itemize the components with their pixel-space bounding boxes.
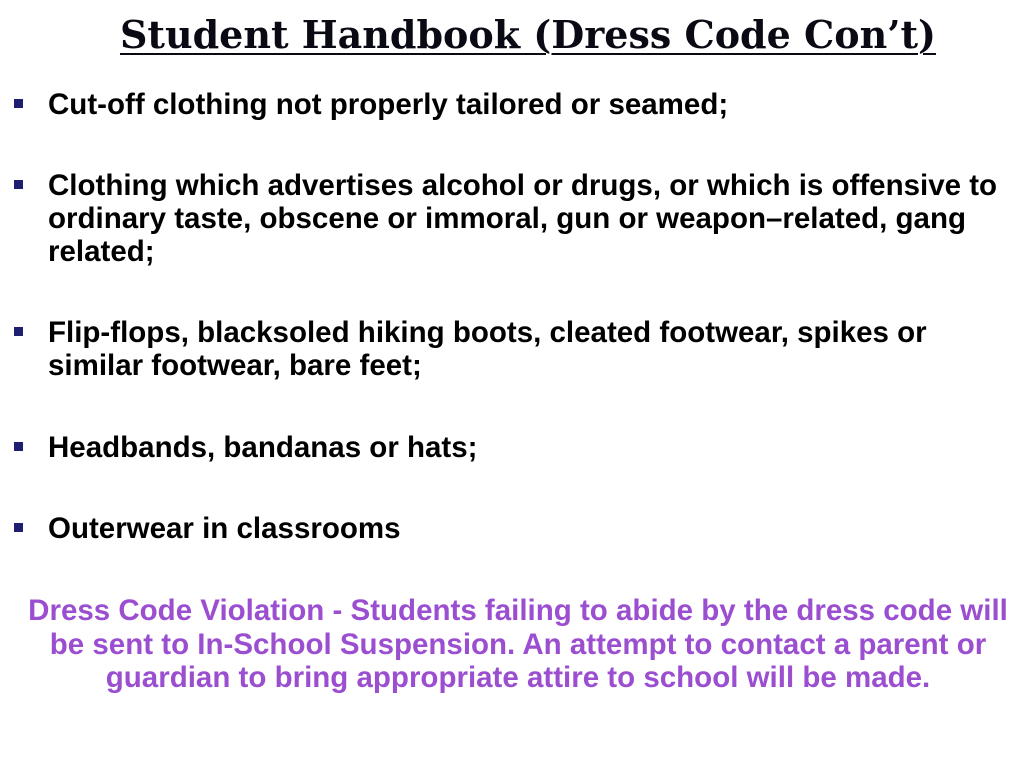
bullet-item-cutoff-clothing	[48, 88, 998, 121]
bullet-text: Outerwear in classrooms	[48, 512, 401, 545]
dress-code-violation-note: Dress Code Violation - Students failing to abide by the dress code will be sent to In-School Suspension. An attempt to contact a parent or guardian to bring appropriate attire to school will be made.	[28, 594, 1008, 694]
square-bullet-icon	[14, 180, 23, 189]
bullet-item-outerwear	[48, 512, 998, 545]
square-bullet-icon	[14, 442, 23, 451]
square-bullet-icon	[14, 99, 23, 108]
bullet-text: Flip-flops, blacksoled hiking boots, cleated footwear, spikes or similar footwear, bare feet;	[48, 316, 927, 382]
slide-title: Student Handbook (Dress Code Con’t)	[119, 12, 937, 57]
bullet-item-headwear	[48, 431, 998, 464]
bullet-text: Headbands, bandanas or hats;	[48, 431, 478, 464]
square-bullet-icon	[14, 327, 23, 336]
bullet-item-offensive-clothing	[48, 169, 998, 268]
bullet-item-footwear	[48, 316, 998, 382]
square-bullet-icon	[14, 523, 23, 532]
bullet-text: Cut-off clothing not properly tailored or seamed;	[48, 88, 729, 121]
bullet-text: Clothing which advertises alcohol or drugs, or which is offensive to ordinary taste, obscene or immoral, gun or weapon–related, gang related;	[48, 169, 998, 268]
